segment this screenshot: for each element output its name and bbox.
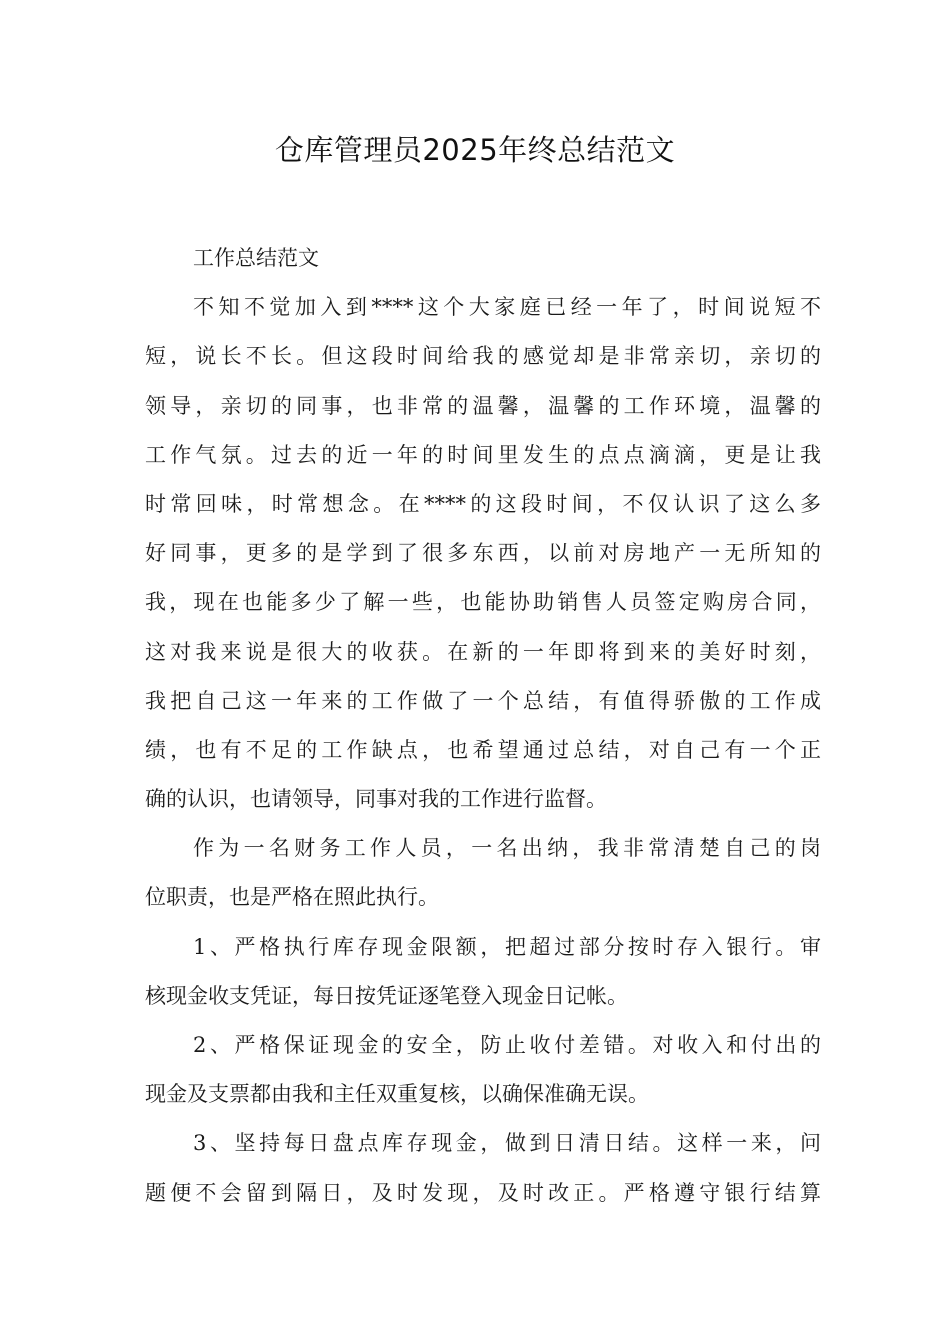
paragraph-line: 3、坚持每日盘点库存现金，做到日清日结。这样一来，问 [193, 1131, 821, 1156]
paragraph-line: 工作气氛。过去的近一年的时间里发生的点点滴滴，更是让我 [145, 442, 821, 467]
paragraph-line: 核现金收支凭证，每日按凭证逐笔登入现金日记帐。 [145, 983, 628, 1008]
paragraph-line: 领导，亲切的同事，也非常的温馨，温馨的工作环境，温馨的 [145, 393, 821, 418]
document-title: 仓库管理员2025年终总结范文 [274, 133, 676, 167]
paragraph-heading [145, 234, 821, 283]
paragraph-line: 我，现在也能多少了解一些，也能协助销售人员签定购房合同， [145, 590, 821, 615]
paragraph [145, 824, 821, 922]
paragraph-line: 时常回味，时常想念。在****的这段时间，不仅认识了这么多 [145, 491, 821, 516]
paragraph-line: 位职责，也是严格在照此执行。 [145, 885, 439, 910]
paragraph-line: 作为一名财务工作人员，一名出纳，我非常清楚自己的岗 [193, 836, 821, 861]
paragraph-line: 好同事，更多的是学到了很多东西，以前对房地产一无所知的 [145, 541, 821, 566]
paragraph-line: 2、严格保证现金的安全，防止收付差错。对收入和付出的 [193, 1033, 821, 1057]
paragraph [145, 1021, 821, 1119]
paragraph-line: 题便不会留到隔日，及时发现，及时改正。严格遵守银行结算 [145, 1180, 821, 1205]
paragraph-line: 这对我来说是很大的收获。在新的一年即将到来的美好时刻， [145, 639, 821, 664]
paragraph [145, 923, 821, 1021]
paragraph-line: 确的认识，也请领导，同事对我的工作进行监督。 [145, 787, 607, 812]
paragraph [145, 283, 821, 824]
paragraph [145, 1119, 821, 1217]
paragraph-line: 不知不觉加入到****这个大家庭已经一年了，时间说短不 [193, 295, 821, 320]
document-body [145, 234, 821, 1218]
paragraph-line: 短，说长不长。但这段时间给我的感觉却是非常亲切，亲切的 [145, 344, 821, 369]
paragraph-line: 我把自己这一年来的工作做了一个总结，有值得骄傲的工作成 [145, 688, 821, 713]
paragraph-line: 现金及支票都由我和主任双重复核，以确保准确无误。 [145, 1082, 649, 1107]
paragraph-line: 绩，也有不足的工作缺点，也希望通过总结，对自己有一个正 [145, 737, 821, 762]
paragraph-line: 工作总结范文 [193, 246, 319, 270]
paragraph-line: 1、严格执行库存现金限额，把超过部分按时存入银行。审 [193, 934, 821, 959]
